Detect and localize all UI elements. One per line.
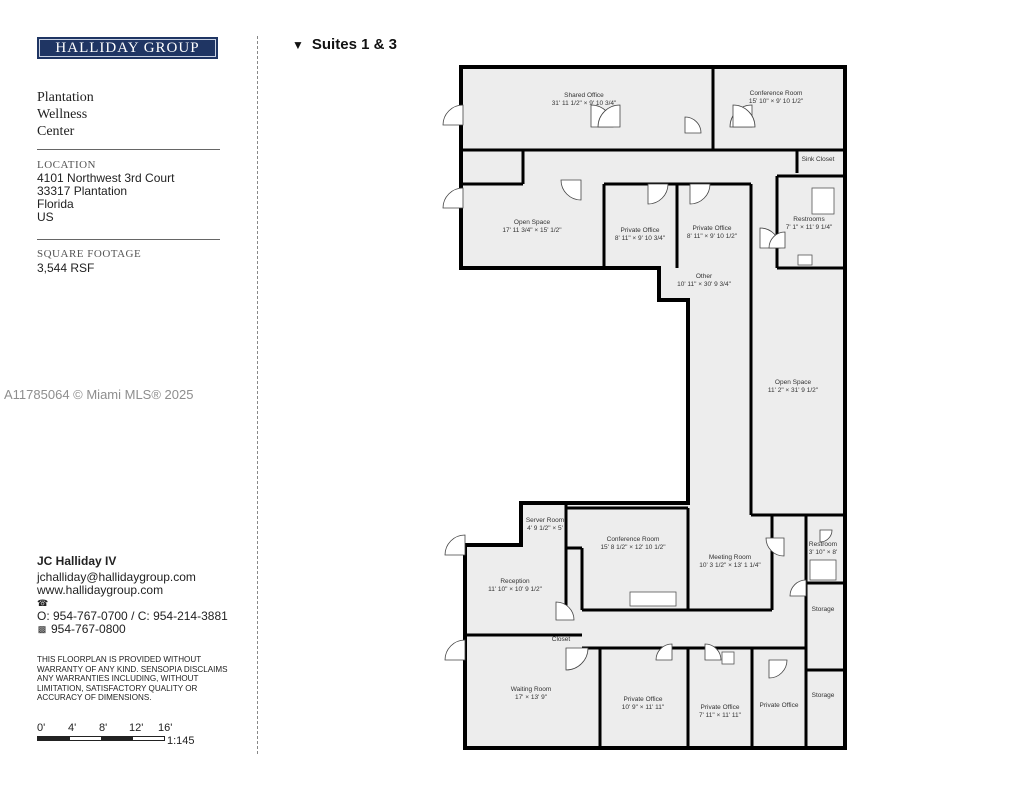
agent-phones[interactable]: O: 954-767-0700 / C: 954-214-3881 (37, 609, 228, 623)
room-name-label: Shared Office (564, 92, 604, 99)
room-dimensions-label: 11' 2" × 31' 9 1/2" (767, 387, 819, 394)
room-name-label: Reception (500, 578, 530, 585)
room-dimensions-label: 31' 11 1/2" × 9' 10 3/4" (551, 100, 617, 107)
sink-fixture (798, 255, 812, 265)
floor-areas (461, 67, 845, 748)
room-dimensions-label: 7' 11" × 11' 11" (699, 712, 741, 719)
room-name-label: Sink Closet (801, 156, 835, 163)
plan-heading-text: Suites 1 & 3 (311, 36, 397, 53)
room-dimensions-label: 15' 10" × 9' 10 1/2" (748, 98, 804, 105)
door-swing (443, 105, 463, 125)
room-name-label: Conference Room (606, 536, 660, 543)
room-name-label: Storage (811, 692, 835, 699)
room-dimensions-label: 10' 9" × 11' 11" (621, 704, 665, 711)
agent-fax[interactable]: 954-767-0800 (51, 622, 126, 636)
address-line: Florida (37, 197, 74, 211)
address-line: 33317 Plantation (37, 184, 128, 198)
property-title-line: Center (37, 124, 75, 139)
mls-watermark: A11785064 © Miami MLS® 2025 (4, 387, 194, 402)
fax-icon: ▩ (37, 624, 47, 634)
address-line: 4101 Northwest 3rd Court (37, 171, 175, 185)
room-name-label: Restroom (808, 541, 838, 548)
room-name-label: Conference Room (749, 90, 803, 97)
room-dimensions-label: 17' 11 3/4" × 15' 1/2" (502, 227, 562, 234)
door-swing (445, 640, 465, 660)
room-name-label: Other (695, 273, 713, 280)
room-dimensions-label: 10' 3 1/2" × 13' 1 1/4" (699, 562, 761, 569)
room-dimensions-label: 8' 11" × 9' 10 3/4" (614, 235, 666, 242)
floor-area (461, 67, 845, 748)
toilet-fixture (812, 188, 834, 214)
room-name-label: Storage (811, 606, 835, 613)
room-name-label: Private Office (700, 704, 740, 711)
room-dimensions-label: 7' 1" × 11' 9 1/4" (785, 224, 833, 231)
room-dimensions-label: 15' 8 1/2" × 12' 10 1/2" (600, 544, 666, 551)
door-swing (443, 188, 463, 208)
room-dimensions-label: 11' 10" × 10' 9 1/2" (488, 586, 542, 593)
phone-icon: ☎ (37, 598, 49, 608)
logo-text: HALLIDAY GROUP (39, 39, 216, 57)
agent-name: JC Halliday IV (37, 554, 117, 568)
square-footage-value: 3,544 RSF (37, 261, 95, 275)
room-dimensions-label: 8' 11" × 9' 10 1/2" (686, 233, 738, 240)
room-name-label: Open Space (513, 219, 551, 226)
restroom-fixture (810, 560, 836, 580)
room-name-label: Open Space (774, 379, 812, 386)
room-name-label: Waiting Room (510, 686, 552, 693)
address-line: US (37, 210, 54, 224)
room-dimensions-label: 3' 10" × 8' (808, 549, 838, 556)
location-label: LOCATION (37, 159, 96, 171)
disclaimer-text: THIS FLOORPLAN IS PROVIDED WITHOUT WARRANTY OF ANY KIND. SENSOPIA DISCLAIMS ANY WARRANTIES INCLUDING, WITHOUT LIMITATION, SATISFACTORY QUALITY OR ACCURACY OF DIMENSIONS. (37, 655, 228, 703)
room-name-label: Private Office (759, 702, 799, 709)
room-name-label: Closet (551, 636, 571, 643)
door-swing (445, 535, 465, 555)
scale-tick-label: 4' (68, 722, 77, 734)
panel-fixture (722, 652, 734, 664)
property-title-line: Wellness (37, 107, 88, 122)
room-name-label: Private Office (692, 225, 732, 232)
room-dimensions-label: 10' 11" × 30' 9 3/4" (677, 281, 731, 288)
triangle-down-icon: ▼ (292, 37, 304, 52)
room-name-label: Meeting Room (708, 554, 752, 561)
room-name-label: Restrooms (793, 216, 825, 223)
agent-website[interactable]: www.hallidaygroup.com (37, 583, 164, 597)
property-title-line: Plantation (37, 90, 94, 105)
scale-tick-label: 16' (158, 722, 173, 734)
room-name-label: Private Office (620, 227, 660, 234)
scale-tick-label: 12' (129, 722, 144, 734)
square-footage-label: SQUARE FOOTAGE (37, 248, 142, 260)
room-name-label: Private Office (623, 696, 663, 703)
scale-tick-label: 0' (37, 722, 46, 734)
scale-tick-label: 8' (99, 722, 108, 734)
agent-email[interactable]: jchalliday@hallidaygroup.com (37, 570, 196, 584)
table-fixture (630, 592, 676, 606)
room-dimensions-label: 4' 9 1/2" × 5' (527, 525, 563, 532)
room-dimensions-label: 17' × 13' 9" (514, 694, 548, 701)
scale-ratio: 1:145 (167, 735, 195, 747)
room-name-label: Server Room (525, 517, 565, 524)
